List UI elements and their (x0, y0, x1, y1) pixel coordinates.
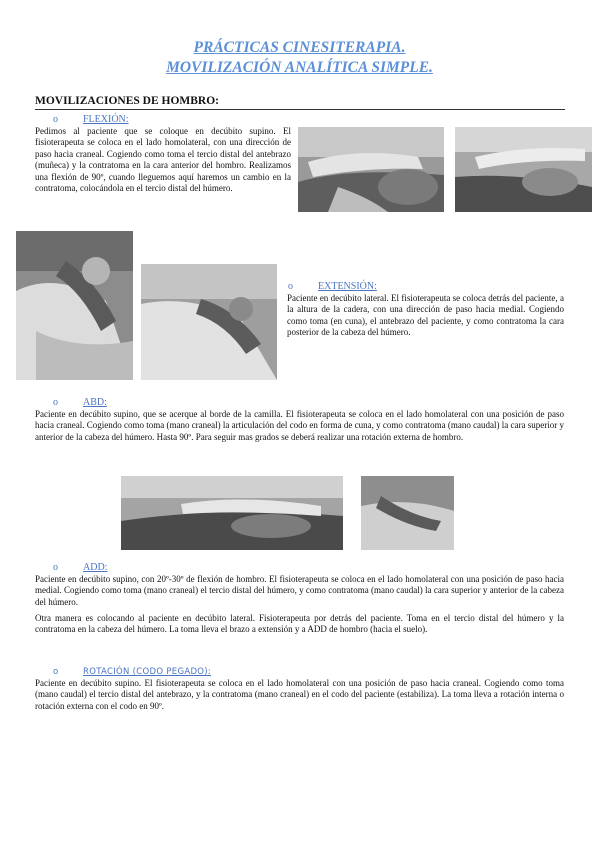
flexion-subheading (53, 114, 129, 126)
bullet-icon: o (53, 114, 58, 125)
flexion-text: Pedimos al paciente que se coloque en decúbito supino. El fisioterapeuta se coloca en el lado homolateral, con una dirección de paso hacia craneal. Cogiendo como toma el tercio distal del antebrazo (muñeca) y la contratoma en la cara anterior del hombro. Realizamos una flexión de 90º, cuando lleguemos aquí haremos un cambio en la contratoma, colocándola en el tercio distal del húmero. (35, 126, 291, 194)
abd-photo-2 (361, 476, 454, 550)
extension-photo-2 (141, 264, 277, 380)
bullet-icon: o (288, 281, 293, 292)
abd-photo-1 (121, 476, 343, 550)
extension-text: Paciente en decúbito lateral. El fisioterapeuta se coloca detrás del paciente, a la altura de la cadera, con una dirección de paso hacia medial. Cogiendo como toma (en cuna), el antebrazo del paciente, y como contratoma la cara posterior de la cabeza del húmero. (287, 293, 564, 338)
abd-subheading (53, 397, 107, 409)
add-subheading (53, 562, 107, 574)
rotacion-label: ROTACIÓN (CODO PEGADO): (83, 667, 212, 677)
flexion-label: FLEXIÓN: (83, 114, 129, 125)
rotacion-text: Paciente en decúbito supino. El fisioterapeuta se coloca en el lado homolateral con una posición de paso hacia craneal. Cogiendo como toma (mano caudal) el tercio distal del antebrazo, y la contratoma (mano craneal) en el codo del paciente (estabiliza). La toma lleva a rotación interna o rotación externa con el codo en 90º. (35, 678, 564, 711)
bullet-icon: o (53, 667, 59, 677)
abd-text: Paciente en decúbito supino, que se acerque al borde de la camilla. El fisioterapeuta se coloca en el lado homolateral con una posición de paso hacia craneal. Cogiendo como toma (mano craneal) la articulación del codo en forma de cuna, y como contratoma (mano caudal) la cara superior y anterior de la cabeza del húmero. Hasta 90º. Para seguir mas grados se deberá realizar una rotación externa de hombro. (35, 409, 565, 442)
page-title-line-2: MOVILIZACIÓN ANALÍTICA SIMPLE. (166, 59, 433, 76)
page-title-line-1: PRÁCTICAS CINESITERAPIA. (193, 39, 406, 56)
rotacion-subheading (53, 666, 211, 678)
add-text-1: Paciente en decúbito supino, con 20º-30º de flexión de hombro. El fisioterapeuta se coloca en el lado homolateral con una posición de paso hacia medial. Cogiendo como toma (mano craneal) el tercio distal del húmero, y como contratoma (mano caudal) la cara superior y anterior de la cabeza del húmero. (35, 574, 564, 607)
heading-rule (35, 109, 565, 110)
extension-label: EXTENSIÓN: (318, 281, 377, 292)
flexion-photo-1 (298, 127, 444, 212)
extension-photo-1 (16, 231, 133, 380)
abd-label: ABD: (83, 397, 107, 408)
add-text-2: Otra manera es colocando al paciente en decúbito lateral. Fisioterapeuta por detrás del paciente. Toma en el tercio distal del húmero y la contratoma en la cabeza del húmero. La toma lleva el brazo a extensión y a ADD de hombro (hacia el suelo). (35, 613, 564, 635)
section-heading: MOVILIZACIONES DE HOMBRO: (35, 95, 220, 107)
add-label: ADD: (83, 562, 108, 573)
bullet-icon: o (53, 562, 58, 573)
bullet-icon: o (53, 397, 58, 408)
extension-subheading (288, 281, 377, 293)
flexion-photo-2 (455, 127, 592, 212)
